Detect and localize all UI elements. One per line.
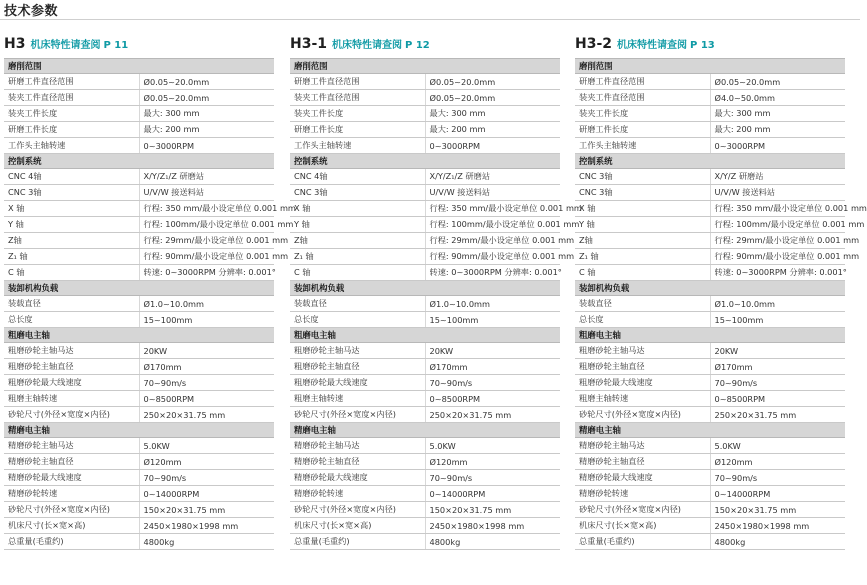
spec-label: 工作头主轴转速 [290,138,425,154]
spec-label: 粗磨砂轮最大线速度 [575,375,710,391]
spec-value: 70~90m/s [425,375,560,391]
spec-value: Ø0.05~20.0mm [710,74,845,90]
spec-label: 机床尺寸(长×宽×高) [4,518,139,534]
spec-label: 装夹工件长度 [290,106,425,122]
section-header-row [290,154,560,169]
section-title: 装卸机构负载 [4,281,274,296]
spec-label: 粗磨砂轮主轴马达 [290,343,425,359]
spec-value: Ø0.05~20.0mm [425,90,560,106]
spec-label: 粗磨主轴转速 [575,391,710,407]
spec-row [4,407,274,423]
spec-row [4,312,274,328]
spec-row [575,217,845,233]
spec-value: 行程: 90mm/最小设定单位 0.001 mm [139,249,274,265]
spec-row [575,74,845,90]
spec-table [575,58,867,550]
spec-row [290,486,560,502]
spec-value: U/V/W 接送料站 [425,185,560,201]
spec-row [575,343,845,359]
model-subtitle: 机床特性请查阅 [332,40,403,51]
section-header-row [4,423,274,438]
spec-row [4,74,274,90]
spec-row [4,534,274,550]
model-page-ref: P 13 [690,40,715,51]
spec-row [290,359,560,375]
section-header-row [4,59,274,74]
spec-value: 4800kg [425,534,560,550]
spec-row [575,486,845,502]
spec-row [575,454,845,470]
spec-row [290,106,560,122]
spec-row [575,169,845,185]
spec-value: 2450×1980×1998 mm [710,518,845,534]
section-header-row [290,59,560,74]
spec-value: 转速: 0~3000RPM 分辨率: 0.001° [425,265,560,281]
spec-value: 2450×1980×1998 mm [425,518,560,534]
spec-row [290,233,560,249]
model-subtitle: 机床特性请查阅 [617,40,688,51]
spec-column-h3 [4,36,296,550]
spec-value: Ø1.0~10.0mm [139,296,274,312]
spec-row [290,502,560,518]
model-name: H3 [4,36,26,52]
spec-row [290,312,560,328]
spec-label: 总重量(毛重约) [575,534,710,550]
spec-label: 机床尺寸(长×宽×高) [575,518,710,534]
spec-row [4,185,274,201]
spec-row [575,296,845,312]
model-name: H3-2 [575,36,613,52]
spec-label: 砂轮尺寸(外径×宽度×内径) [575,502,710,518]
spec-value: 150×20×31.75 mm [139,502,274,518]
spec-row [575,138,845,154]
spec-value: Ø170mm [425,359,560,375]
spec-value: Ø0.05~20.0mm [425,74,560,90]
spec-row [4,201,274,217]
spec-row [290,518,560,534]
spec-label: 装夹工件直径范围 [4,90,139,106]
spec-table [4,58,296,550]
spec-value: 最大: 300 mm [710,106,845,122]
spec-row [290,343,560,359]
spec-row [4,375,274,391]
spec-label: 精磨砂轮主轴马达 [290,438,425,454]
spec-row [290,454,560,470]
spec-label: 总长度 [290,312,425,328]
spec-value: Ø1.0~10.0mm [710,296,845,312]
spec-row [290,74,560,90]
spec-label: CNC 3轴 [575,185,710,201]
spec-value: 5.0KW [425,438,560,454]
spec-label: 研磨工件直径范围 [4,74,139,90]
spec-label: CNC 4轴 [290,169,425,185]
spec-value: 行程: 350 mm/最小设定单位 0.001 mm [139,201,274,217]
spec-value: U/V/W 接送料站 [139,185,274,201]
spec-row [575,265,845,281]
spec-value: 0~8500RPM [139,391,274,407]
spec-value: 5.0KW [710,438,845,454]
spec-column-h3-2 [575,36,867,550]
spec-value: 5.0KW [139,438,274,454]
spec-label: X 轴 [4,201,139,217]
section-header-row [290,281,560,296]
spec-label: 研磨工件直径范围 [575,74,710,90]
spec-label: Z轴 [4,233,139,249]
spec-value: 150×20×31.75 mm [710,502,845,518]
spec-label: 砂轮尺寸(外径×宽度×内径) [575,407,710,423]
spec-row [290,90,560,106]
spec-label: CNC 3轴 [290,185,425,201]
spec-value: Ø1.0~10.0mm [425,296,560,312]
section-title: 装卸机构负载 [290,281,560,296]
spec-value: 行程: 29mm/最小设定单位 0.001 mm [139,233,274,249]
spec-label: 研磨工件长度 [575,122,710,138]
section-header-row [575,281,845,296]
spec-row [290,438,560,454]
spec-row [575,185,845,201]
spec-label: Z₁ 轴 [575,249,710,265]
spec-label: 精磨砂轮主轴马达 [575,438,710,454]
spec-value: X/Y/Z₁/Z 研磨站 [139,169,274,185]
spec-value: 70~90m/s [710,375,845,391]
spec-label: 粗磨主轴转速 [290,391,425,407]
spec-label: Z轴 [290,233,425,249]
spec-value: 行程: 29mm/最小设定单位 0.001 mm [425,233,560,249]
spec-value: Ø120mm [425,454,560,470]
section-title: 控制系统 [290,154,560,169]
spec-value: 行程: 350 mm/最小设定单位 0.001 mm [710,201,845,217]
spec-value: 70~90m/s [139,470,274,486]
spec-value: 250×20×31.75 mm [139,407,274,423]
spec-value: 20KW [710,343,845,359]
spec-row [4,138,274,154]
spec-table [290,58,582,550]
section-header-row [575,328,845,343]
spec-label: Y 轴 [290,217,425,233]
spec-label: X 轴 [290,201,425,217]
section-header-row [4,281,274,296]
section-header-row [575,423,845,438]
spec-label: Y 轴 [575,217,710,233]
spec-label: 研磨工件长度 [290,122,425,138]
spec-label: 研磨工件长度 [4,122,139,138]
section-title: 控制系统 [575,154,845,169]
spec-row [575,312,845,328]
spec-row [290,249,560,265]
spec-value: 0~14000RPM [139,486,274,502]
spec-row [575,359,845,375]
section-header-row [4,154,274,169]
spec-label: CNC 4轴 [4,169,139,185]
spec-label: 精磨砂轮主轴马达 [4,438,139,454]
spec-row [4,470,274,486]
spec-row [290,534,560,550]
spec-label: 粗磨主轴转速 [4,391,139,407]
spec-row [4,265,274,281]
spec-value: U/V/W 接送料站 [710,185,845,201]
spec-row [290,185,560,201]
spec-value: 2450×1980×1998 mm [139,518,274,534]
section-title: 精磨电主轴 [4,423,274,438]
spec-row [290,122,560,138]
spec-label: 砂轮尺寸(外径×宽度×内径) [290,407,425,423]
model-header [290,36,560,58]
page-title: 技术参数 [4,4,59,19]
spec-value: X/Y/Z₁/Z 研磨站 [425,169,560,185]
spec-value: 最大: 200 mm [710,122,845,138]
spec-value: 0~3000RPM [710,138,845,154]
model-page-ref: P 11 [103,40,129,51]
spec-label: 精磨砂轮最大线速度 [4,470,139,486]
model-header [4,36,274,58]
spec-row [290,138,560,154]
spec-label: 粗磨砂轮最大线速度 [4,375,139,391]
spec-row [290,217,560,233]
spec-row [4,90,274,106]
spec-label: 总重量(毛重约) [290,534,425,550]
spec-label: 精磨砂轮主轴直径 [290,454,425,470]
spec-label: 精磨砂轮转速 [290,486,425,502]
section-title: 精磨电主轴 [290,423,560,438]
spec-label: 装载直径 [290,296,425,312]
section-header-row [575,59,845,74]
spec-label: X 轴 [575,201,710,217]
spec-label: 粗磨砂轮主轴直径 [4,359,139,375]
spec-label: 装载直径 [575,296,710,312]
spec-value: 行程: 90mm/最小设定单位 0.001 mm [425,249,560,265]
spec-value: 行程: 29mm/最小设定单位 0.001 mm [710,233,845,249]
spec-row [575,201,845,217]
spec-row [575,470,845,486]
spec-row [575,407,845,423]
spec-label: 粗磨砂轮主轴直径 [575,359,710,375]
spec-label: Z₁ 轴 [4,249,139,265]
spec-row [575,502,845,518]
spec-row [575,249,845,265]
model-header [575,36,845,58]
section-title: 粗磨电主轴 [575,328,845,343]
spec-label: 总长度 [575,312,710,328]
spec-label: C 轴 [290,265,425,281]
spec-label: 装载直径 [4,296,139,312]
spec-value: 最大: 300 mm [425,106,560,122]
section-title: 控制系统 [4,154,274,169]
spec-label: 工作头主轴转速 [575,138,710,154]
spec-label: 装夹工件长度 [575,106,710,122]
spec-label: Z轴 [575,233,710,249]
spec-label: C 轴 [4,265,139,281]
spec-value: 15~100mm [425,312,560,328]
spec-value: 250×20×31.75 mm [710,407,845,423]
spec-row [4,486,274,502]
spec-row [575,233,845,249]
spec-label: 装夹工件直径范围 [575,90,710,106]
spec-row [290,391,560,407]
section-title: 磨削范围 [290,59,560,74]
spec-row [4,343,274,359]
spec-row [290,265,560,281]
spec-value: 15~100mm [139,312,274,328]
spec-value: Ø0.05~20.0mm [139,74,274,90]
spec-value: 250×20×31.75 mm [425,407,560,423]
spec-value: 行程: 100mm/最小设定单位 0.001 mm [425,217,560,233]
spec-row [575,90,845,106]
section-title: 磨削范围 [575,59,845,74]
spec-value: 70~90m/s [139,375,274,391]
spec-row [575,106,845,122]
section-title: 装卸机构负载 [575,281,845,296]
spec-label: CNC 3轴 [4,185,139,201]
spec-label: 精磨砂轮主轴直径 [4,454,139,470]
spec-label: 研磨工件直径范围 [290,74,425,90]
spec-value: 最大: 300 mm [139,106,274,122]
spec-value: Ø120mm [139,454,274,470]
spec-label: 砂轮尺寸(外径×宽度×内径) [290,502,425,518]
spec-label: Z₁ 轴 [290,249,425,265]
section-header-row [290,328,560,343]
spec-label: 粗磨砂轮主轴马达 [4,343,139,359]
section-title: 精磨电主轴 [575,423,845,438]
spec-value: 行程: 100mm/最小设定单位 0.001 mm [710,217,845,233]
spec-value: 行程: 350 mm/最小设定单位 0.001 mm [425,201,560,217]
spec-value: Ø170mm [710,359,845,375]
spec-value: 0~3000RPM [139,138,274,154]
spec-value: Ø0.05~20.0mm [139,90,274,106]
spec-value: 4800kg [139,534,274,550]
model-page-ref: P 12 [405,40,430,51]
spec-value: X/Y/Z 研磨站 [710,169,845,185]
title-divider [0,19,860,20]
section-header-row [4,328,274,343]
spec-value: 150×20×31.75 mm [425,502,560,518]
spec-row [575,375,845,391]
spec-row [290,169,560,185]
spec-label: 精磨砂轮主轴直径 [575,454,710,470]
spec-label: 精磨砂轮最大线速度 [575,470,710,486]
spec-label: 装夹工件直径范围 [290,90,425,106]
spec-value: 0~8500RPM [710,391,845,407]
spec-row [4,249,274,265]
spec-value: 0~3000RPM [425,138,560,154]
spec-value: 最大: 200 mm [139,122,274,138]
spec-label: 精磨砂轮转速 [4,486,139,502]
spec-row [290,470,560,486]
spec-value: 15~100mm [710,312,845,328]
model-name: H3-1 [290,36,328,52]
spec-row [4,169,274,185]
spec-row [4,391,274,407]
section-title: 粗磨电主轴 [290,328,560,343]
spec-label: 工作头主轴转速 [4,138,139,154]
spec-value: 行程: 100mm/最小设定单位 0.001 mm [139,217,274,233]
spec-value: 70~90m/s [425,470,560,486]
model-subtitle: 机床特性请查阅 [30,40,101,51]
spec-value: 20KW [139,343,274,359]
spec-label: 装夹工件长度 [4,106,139,122]
spec-value: 20KW [425,343,560,359]
spec-value: Ø170mm [139,359,274,375]
spec-value: 转速: 0~3000RPM 分辨率: 0.001° [710,265,845,281]
spec-row [4,122,274,138]
spec-row [575,122,845,138]
spec-row [290,407,560,423]
spec-value: 转速: 0~3000RPM 分辨率: 0.001° [139,265,274,281]
spec-row [4,296,274,312]
spec-row [4,106,274,122]
spec-label: 机床尺寸(长×宽×高) [290,518,425,534]
section-title: 磨削范围 [4,59,274,74]
spec-row [4,502,274,518]
spec-label: Y 轴 [4,217,139,233]
spec-value: Ø120mm [710,454,845,470]
spec-value: 0~8500RPM [425,391,560,407]
spec-value: 最大: 200 mm [425,122,560,138]
spec-value: 0~14000RPM [710,486,845,502]
spec-label: 砂轮尺寸(外径×宽度×内径) [4,407,139,423]
spec-label: CNC 3轴 [575,169,710,185]
spec-label: 粗磨砂轮主轴直径 [290,359,425,375]
spec-label: 粗磨砂轮主轴马达 [575,343,710,359]
spec-row [4,217,274,233]
spec-label: 粗磨砂轮最大线速度 [290,375,425,391]
spec-label: 总长度 [4,312,139,328]
spec-row [4,454,274,470]
spec-value: 行程: 90mm/最小设定单位 0.001 mm [710,249,845,265]
spec-row [575,518,845,534]
spec-label: 精磨砂轮转速 [575,486,710,502]
spec-row [575,391,845,407]
spec-column-h3-1 [290,36,582,550]
spec-row [575,534,845,550]
spec-row [290,375,560,391]
spec-row [290,201,560,217]
section-header-row [290,423,560,438]
spec-label: C 轴 [575,265,710,281]
spec-value: 0~14000RPM [425,486,560,502]
spec-row [4,438,274,454]
spec-row [4,518,274,534]
spec-value: 70~90m/s [710,470,845,486]
spec-row [290,296,560,312]
spec-value: 4800kg [710,534,845,550]
spec-row [4,359,274,375]
spec-row [4,233,274,249]
section-title: 粗磨电主轴 [4,328,274,343]
spec-label: 总重量(毛重约) [4,534,139,550]
section-header-row [575,154,845,169]
spec-row [575,438,845,454]
spec-label: 精磨砂轮最大线速度 [290,470,425,486]
spec-value: Ø4.0~50.0mm [710,90,845,106]
spec-label: 砂轮尺寸(外径×宽度×内径) [4,502,139,518]
